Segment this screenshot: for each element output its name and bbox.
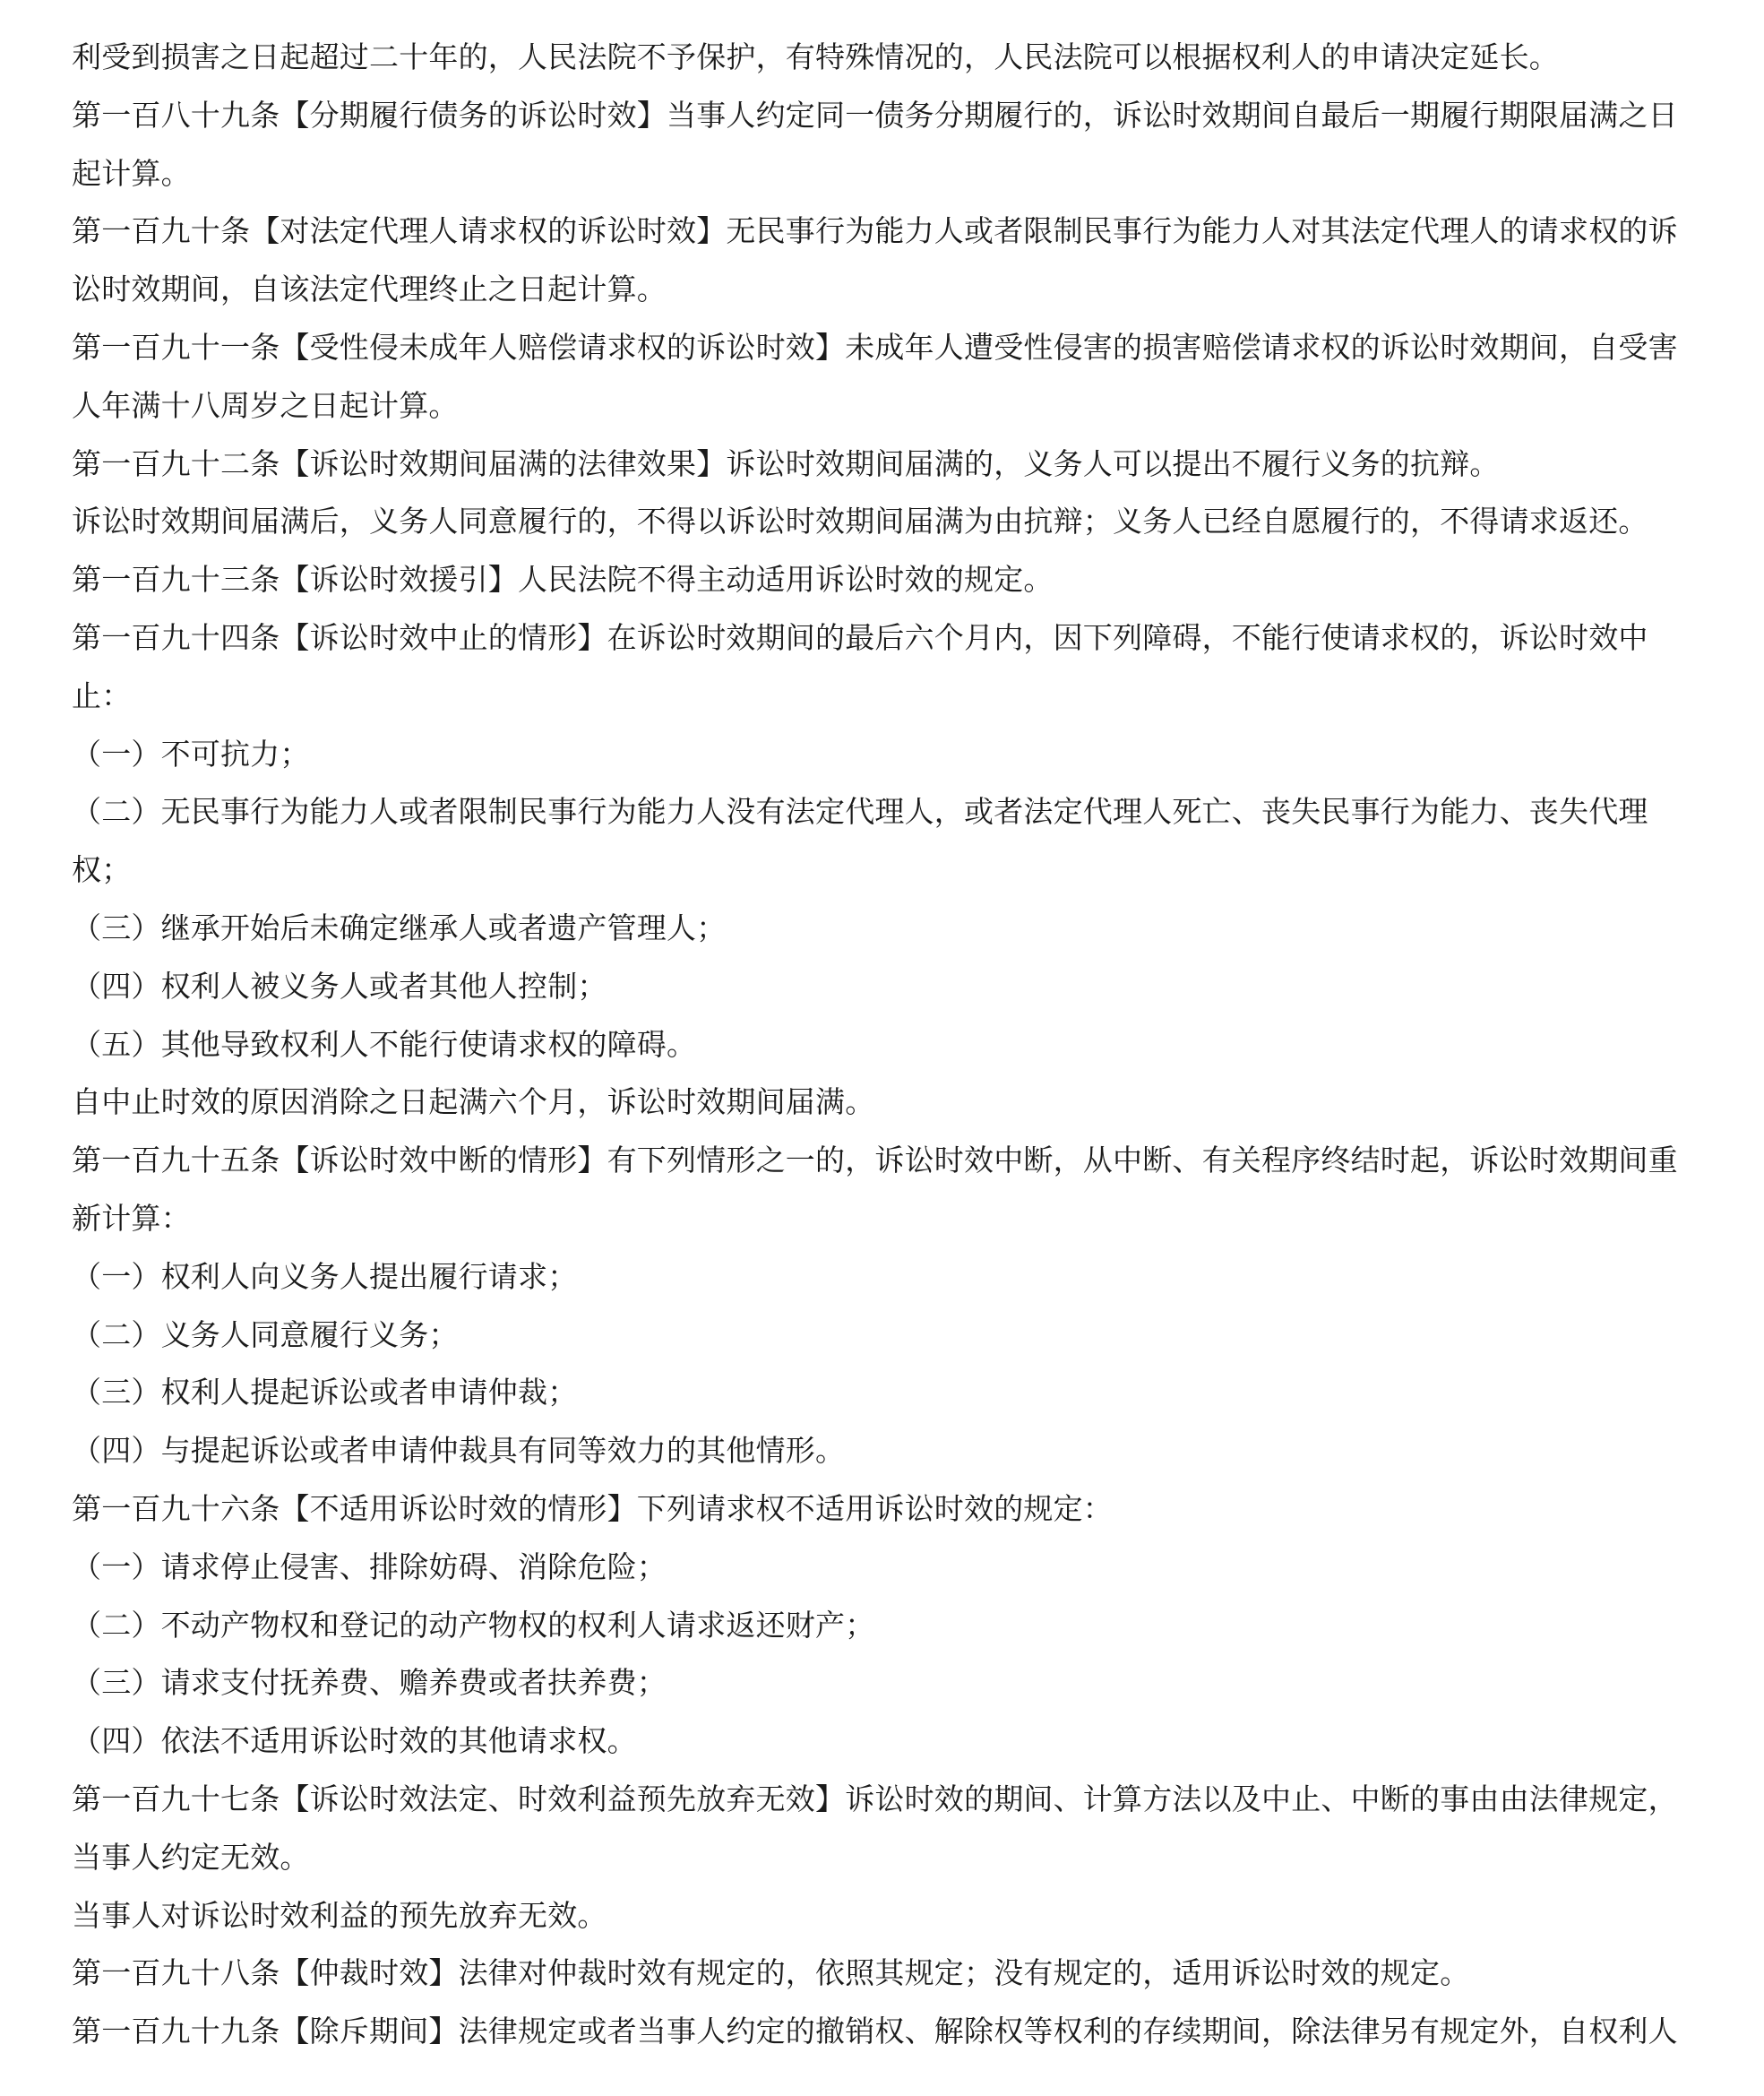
article-191: 第一百九十一条【受性侵未成年人赔偿请求权的诉讼时效】未成年人遭受性侵害的损害赔偿请求权的诉讼时效期间，自受害人年满十八周岁之日起计算。 xyxy=(72,329,1678,423)
paragraph: 当事人对诉讼时效利益的预先放弃无效。 xyxy=(72,1897,607,1933)
list-item: （三）继承开始后未确定继承人或者遗产管理人； xyxy=(72,910,727,945)
article-196: 第一百九十六条【不适用诉讼时效的情形】下列请求权不适用诉讼时效的规定： xyxy=(72,1490,1113,1526)
article-195: 第一百九十五条【诉讼时效中断的情形】有下列情形之一的，诉讼时效中断，从中断、有关程序终结时起，诉讼时效期间重新计算： xyxy=(72,1143,1678,1236)
article-190: 第一百九十条【对法定代理人请求权的诉讼时效】无民事行为能力人或者限制民事行为能力人对其法定代理人的请求权的诉讼时效期间，自该法定代理终止之日起计算。 xyxy=(72,213,1678,307)
article-199: 第一百九十九条【除斥期间】法律规定或者当事人约定的撤销权、解除权等权利的存续期间，除法律另有规定外，自权利人 xyxy=(72,2014,1678,2049)
list-item: （五）其他导致权利人不能行使请求权的障碍。 xyxy=(72,1026,697,1062)
article-194: 第一百九十四条【诉讼时效中止的情形】在诉讼时效期间的最后六个月内，因下列障碍，不能行使请求权的，诉讼时效中止： xyxy=(72,619,1648,713)
list-item: （三）请求支付抚养费、赡养费或者扶养费； xyxy=(72,1665,667,1701)
document-page xyxy=(72,29,1702,2061)
article-198: 第一百九十八条【仲裁时效】法律对仲裁时效有规定的，依照其规定；没有规定的，适用诉讼时效的规定。 xyxy=(72,1955,1470,1991)
list-item: （一）请求停止侵害、排除妨碍、消除危险； xyxy=(72,1548,667,1584)
list-item: （四）权利人被义务人或者其他人控制； xyxy=(72,968,607,1004)
list-item: （二）不动产物权和登记的动产物权的权利人请求返还财产； xyxy=(72,1607,875,1643)
article-197: 第一百九十七条【诉讼时效法定、时效利益预先放弃无效】诉讼时效的期间、计算方法以及中止、中断的事由由法律规定，当事人约定无效。 xyxy=(72,1781,1678,1875)
article-193: 第一百九十三条【诉讼时效援引】人民法院不得主动适用诉讼时效的规定。 xyxy=(72,562,1054,598)
list-item: （四）依法不适用诉讼时效的其他请求权。 xyxy=(72,1723,637,1759)
article-192: 第一百九十二条【诉讼时效期间届满的法律效果】诉讼时效期间届满的，义务人可以提出不履行义务的抗辩。 xyxy=(72,445,1500,481)
paragraph: 诉讼时效期间届满后，义务人同意履行的，不得以诉讼时效期间届满为由抗辩；义务人已经自愿履行的，不得请求返还。 xyxy=(72,504,1648,539)
article-189: 第一百八十九条【分期履行债务的诉讼时效】当事人约定同一债务分期履行的，诉讼时效期间自最后一期履行期限届满之日起计算。 xyxy=(72,97,1678,191)
paragraph: 自中止时效的原因消除之日起满六个月，诉讼时效期间届满。 xyxy=(72,1084,875,1120)
list-item: （二）义务人同意履行义务； xyxy=(72,1316,459,1352)
list-item: （一）不可抗力； xyxy=(72,736,310,772)
list-item: （三）权利人提起诉讼或者申请仲裁； xyxy=(72,1375,578,1410)
list-item: （四）与提起诉讼或者申请仲裁具有同等效力的其他情形。 xyxy=(72,1433,846,1469)
list-item: （一）权利人向义务人提出履行请求； xyxy=(72,1258,578,1294)
list-item: （二）无民事行为能力人或者限制民事行为能力人没有法定代理人，或者法定代理人死亡、丧失民事行为能力、丧失代理权； xyxy=(72,794,1648,888)
paragraph: 利受到损害之日起超过二十年的，人民法院不予保护，有特殊情况的，人民法院可以根据权利人的申请决定延长。 xyxy=(72,39,1559,74)
